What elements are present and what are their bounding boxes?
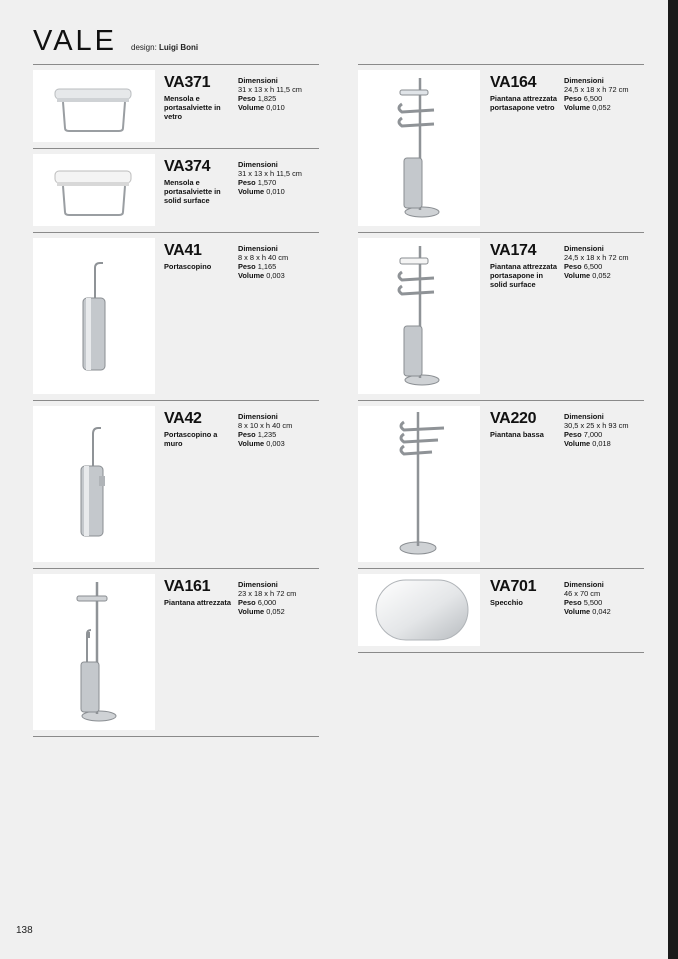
divider [33, 148, 319, 149]
divider [33, 232, 319, 233]
product-code: VA374 [164, 158, 211, 175]
dimensions-value: 31 x 13 x h 11,5 cm [238, 169, 302, 178]
product-description: Specchio [490, 598, 523, 607]
volume-value: 0,052 [592, 271, 611, 280]
dimensions-value: 23 x 18 x h 72 cm [238, 589, 297, 598]
divider [358, 568, 644, 569]
product-description: Piantana attrezzata [164, 598, 231, 607]
weight-value: 6,500 [583, 262, 603, 271]
product-code: VA174 [490, 242, 537, 259]
product-photo-stand-glass [358, 70, 480, 226]
product-specs [238, 76, 338, 112]
weight-value: 6,500 [583, 94, 603, 103]
volume-label: Volume [564, 103, 591, 112]
volume-label: Volume [238, 439, 265, 448]
product-code: VA701 [490, 578, 537, 595]
product-specs [564, 412, 664, 448]
volume-value: 0,018 [592, 439, 611, 448]
dimensions-value: 8 x 10 x h 40 cm [238, 421, 293, 430]
product-photo-shelf-glass [33, 70, 155, 142]
dimensions-label: Dimensioni [238, 412, 278, 421]
divider [33, 568, 319, 569]
dimensions-value: 30,5 x 25 x h 93 cm [564, 421, 629, 430]
volume-value: 0,010 [266, 103, 285, 112]
weight-value: 1,570 [257, 178, 277, 187]
product-description: Mensola e portasalviette in vetro [164, 94, 221, 121]
product-description: Portascopino [164, 262, 212, 271]
dimensions-label: Dimensioni [564, 580, 604, 589]
dimensions-label: Dimensioni [238, 580, 278, 589]
product-photo-wall-brush [33, 406, 155, 562]
volume-value: 0,003 [266, 271, 285, 280]
product-description: Piantana attrezzata portasapone in solid surface [490, 262, 557, 289]
product-specs [238, 580, 338, 616]
product-specs [564, 580, 664, 616]
weight-value: 5,500 [583, 598, 603, 607]
volume-label: Volume [238, 187, 265, 196]
volume-value: 0,052 [592, 103, 611, 112]
product-description: Portascopino a muro [164, 430, 218, 448]
designer-credit [131, 43, 198, 52]
dimensions-value: 24,5 x 18 x h 72 cm [564, 253, 629, 262]
product-photo-mirror [358, 574, 480, 646]
product-photo-toilet-brush [33, 238, 155, 394]
brand-title: VALE [33, 25, 118, 57]
product-specs [564, 76, 664, 112]
volume-value: 0,003 [266, 439, 285, 448]
volume-label: Volume [564, 271, 591, 280]
volume-value: 0,042 [592, 607, 611, 616]
dimensions-label: Dimensioni [238, 244, 278, 253]
product-description: Mensola e portasalviette in solid surface [164, 178, 221, 205]
product-description: Piantana bassa [490, 430, 544, 439]
designer-name: Luigi Boni [159, 43, 199, 52]
weight-value: 7,000 [583, 430, 603, 439]
weight-value: 1,235 [257, 430, 277, 439]
page-edge [668, 0, 678, 959]
product-photo-stand-equipped [33, 574, 155, 730]
dimensions-label: Dimensioni [564, 412, 604, 421]
weight-value: 6,000 [257, 598, 277, 607]
product-code: VA41 [164, 242, 202, 259]
product-specs [238, 244, 338, 280]
dimensions-value: 24,5 x 18 x h 72 cm [564, 85, 629, 94]
product-description: Piantana attrezzata portasapone vetro [490, 94, 557, 112]
volume-value: 0,052 [266, 607, 285, 616]
divider [358, 652, 644, 653]
weight-label: Peso [238, 262, 256, 271]
weight-value: 1,825 [257, 94, 277, 103]
divider [33, 400, 319, 401]
dimensions-label: Dimensioni [238, 76, 278, 85]
divider [33, 736, 319, 737]
dimensions-label: Dimensioni [238, 160, 278, 169]
volume-value: 0,010 [266, 187, 285, 196]
weight-value: 1,165 [257, 262, 277, 271]
divider [358, 64, 644, 65]
product-code: VA164 [490, 74, 537, 91]
dimensions-label: Dimensioni [564, 244, 604, 253]
dimensions-value: 31 x 13 x h 11,5 cm [238, 85, 302, 94]
volume-label: Volume [238, 271, 265, 280]
weight-label: Peso [564, 94, 582, 103]
weight-label: Peso [564, 430, 582, 439]
product-photo-stand-solid [358, 238, 480, 394]
product-code: VA42 [164, 410, 202, 427]
divider [358, 400, 644, 401]
product-specs [564, 244, 664, 280]
volume-label: Volume [564, 607, 591, 616]
weight-label: Peso [238, 178, 256, 187]
volume-label: Volume [238, 103, 265, 112]
product-photo-shelf-solid [33, 154, 155, 226]
product-specs [238, 412, 338, 448]
volume-label: Volume [564, 439, 591, 448]
product-code: VA371 [164, 74, 211, 91]
weight-label: Peso [238, 598, 256, 607]
divider [33, 64, 319, 65]
product-specs [238, 160, 338, 196]
page-number: 138 [16, 925, 33, 936]
product-photo-low-stand [358, 406, 480, 562]
divider [358, 232, 644, 233]
weight-label: Peso [238, 94, 256, 103]
product-code: VA220 [490, 410, 537, 427]
dimensions-value: 8 x 8 x h 40 cm [238, 253, 289, 262]
product-code: VA161 [164, 578, 211, 595]
weight-label: Peso [564, 598, 582, 607]
designer-prefix: design: [131, 43, 157, 52]
weight-label: Peso [564, 262, 582, 271]
dimensions-value: 46 x 70 cm [564, 589, 601, 598]
dimensions-label: Dimensioni [564, 76, 604, 85]
volume-label: Volume [238, 607, 265, 616]
weight-label: Peso [238, 430, 256, 439]
